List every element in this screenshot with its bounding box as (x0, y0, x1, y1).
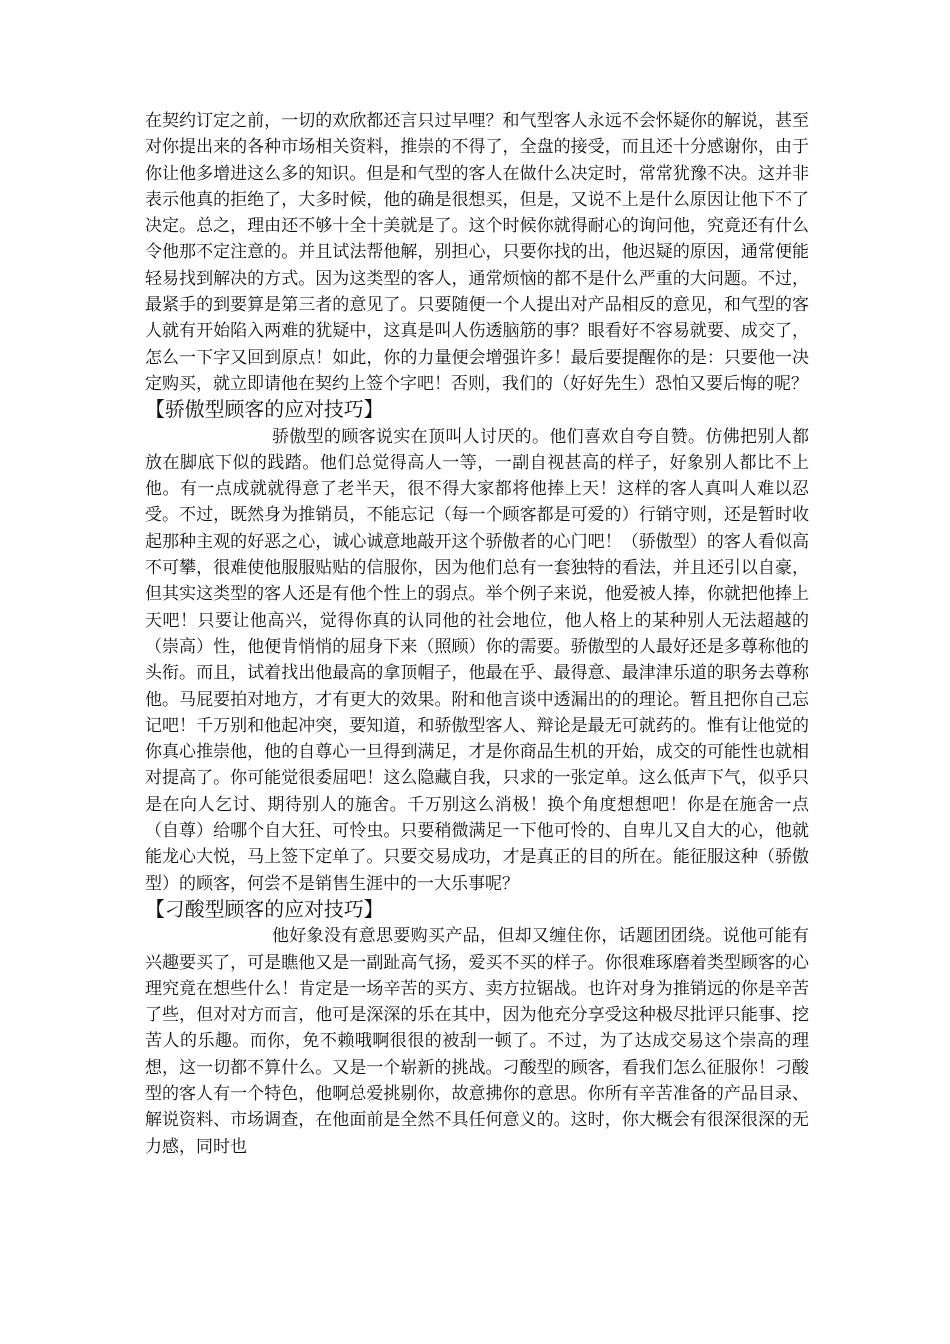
body-paragraph: 在契约订定之前，一切的欢欣都还言只过早哩？和气型客人永远不会怀疑你的解说，甚至对你提出来的各种市场相关资料，推崇的不得了，全盘的接受，而且还十分感谢你，由于你让他多增进这么多的知识。但是和气型的客人在做什么决定时，常常犹豫不决。这并非表示他真的拒绝了，大多时候，他的确是很想买，但是，又说不上是什么原因让他下不了决定。总之，理由还不够十全十美就是了。这个时候你就得耐心的询问他，究竟还有什么令他那不定注意的。并且试法帮他解，别担心，只要你找的出，他迟疑的原因，通常便能轻易找到解决的方式。因为这类型的客人，通常烦恼的都不是什么严重的大问题。不过，最紧手的到要算是第三者的意见了。只要随便一个人提出对产品相反的意见，和气型的客人就有开始陷入两难的犹疑中，这真是叫人伤透脑筋的事？眼看好不容易就要、成交了，怎么一下字又回到原点！如此，你的力量便会增强许多！最后要提醒你的是：只要他一决定购买，就立即请他在契约上签个字吧！否则，我们的（好好先生）恐怕又要后悔的呢？ (145, 111, 809, 394)
document-page (145, 108, 809, 1160)
body-paragraph: 骄傲型的顾客说实在顶叫人讨厌的。他们喜欢自夸自赞。仿佛把别人都放在脚底下似的践踏。他们总觉得高人一等，一副自视甚高的样子，好象别人都比不上他。有一点成就就得意了老半天，很不得大家都将他捧上天！这样的客人真叫人难以忍受。不过，既然身为推销员，不能忘记（每一个顾客都是可爱的）行销守则，还是暂时收起那种主观的好恶之心，诚心诚意地敲开这个骄傲者的心门吧！（骄傲型）的客人看似高不可攀，很难使他服服贴贴的信服你，因为他们总有一套独特的看法，并且还引以自豪，但其实这类型的客人还是有他个性上的弱点。举个例子来说，他爱被人捧，你就把他捧上天吧！只要让他高兴，觉得你真的认同他的社会地位，他人格上的某种别人无法超越的（崇高）性，他便肯悄悄的屈身下来（照顾）你的需要。骄傲型的人最好还是多尊称他的头衔。而且，试着找出他最高的拿顶帽子，他最在乎、最得意、最津津乐道的职务去尊称他。马屁要拍对地方，才有更大的效果。附和他言谈中透漏出的的理论。暂且把你自己忘记吧！千万别和他起冲突，要知道，和骄傲型客人、辩论是最无可就药的。惟有让他觉的你真心推崇他，他的自尊心一旦得到满足，才是你商品生机的开始，成交的可能性也就相对提高了。你可能觉很委屈吧！这么隐藏自我，只求的一张定单。这么低声下气，似乎只是在向人乞讨、期待别人的施舍。千万别这么消极！换个角度想想吧！你是在施舍一点（自尊）给哪个自大狂、可怜虫。只要稍微满足一下他可怜的、自卑儿又自大的心，他就能龙心大悦，马上签下定单了。只要交易成功，才是真正的目的所在。能征服这种（骄傲型）的顾客，何尝不是销售生涯中的一大乐事呢？ (145, 426, 809, 894)
section-heading: 【骄傲型顾客的应对技巧】 (145, 398, 384, 422)
section-heading: 【刁酸型顾客的应对技巧】 (145, 897, 384, 921)
body-paragraph: 他好象没有意思要购买产品，但却又缠住你，话题团团绕。说他可能有兴趣要买了，可是瞧他又是一副趾高气扬，爱买不买的样子。你很难琢磨着类型顾客的心理究竟在想些什么！肯定是一场辛苦的买方、卖方拉锯战。也许对身为推销远的你是辛苦了些，但对对方而言，他可是深深的乐在其中，因为他充分享受这种极尽批评只能事、挖苦人的乐趣。而你，免不赖哦啊很很的被刮一顿了。不过，为了达成交易这个崇高的理想，这一切都不算什么。又是一个崭新的挑战。刁酸型的顾客，看我们怎么征服你！刁酸型的客人有一个特色，他啊总爱挑剔你，故意拂你的意思。你所有辛苦准备的产品目录、解说资料、市场调查，在他面前是全然不具任何意义的。这时，你大概会有很深很深的无力感，同时也 (145, 926, 809, 1157)
